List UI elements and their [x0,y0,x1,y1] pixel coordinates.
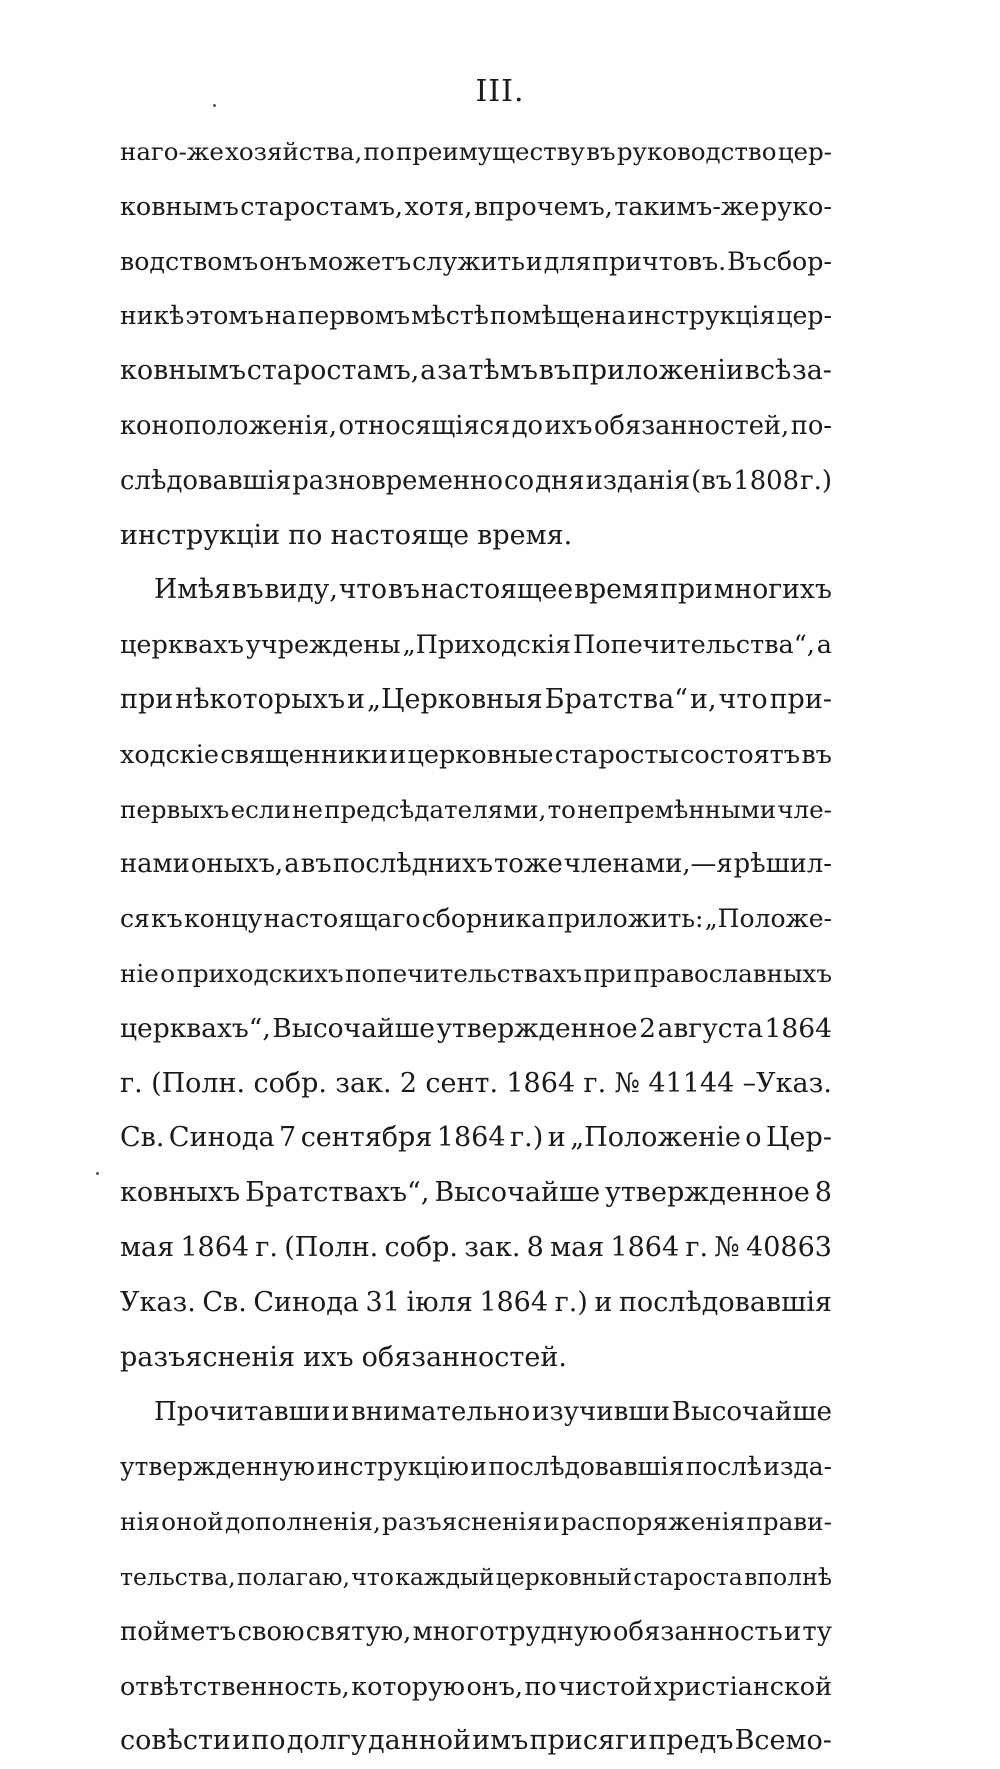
word: руководство [616,137,777,166]
word: мѣстѣ [411,301,489,331]
word: и [470,1452,487,1482]
word: старосты [554,739,679,770]
text-line [120,1550,832,1605]
word: каждый [395,1562,495,1591]
word: что [338,574,388,606]
word: онъ [259,246,308,276]
word: изда- [763,1452,832,1482]
word: на [264,301,297,331]
word: и [331,1397,350,1428]
word: Всемо- [734,1725,832,1757]
word: нѣкоторыхъ [175,683,346,715]
word: мая [550,1231,605,1263]
word: Св. [202,1286,247,1318]
word: старостамъ, [240,191,403,222]
word: г. [685,1231,709,1263]
word: и [232,1725,251,1757]
word: Указ. [120,1286,196,1318]
text-line [120,728,832,783]
word: церквахъ [120,630,244,661]
text-line [120,180,832,235]
word: распоряженія [560,1506,746,1536]
word: Высочайше [434,1177,601,1209]
print-speck [96,1172,99,1175]
word: 1864 [610,1231,680,1263]
word: тоже [494,849,563,880]
word: обязанность [612,1616,783,1647]
word: послѣдовавшія [618,1286,832,1318]
word: совѣсти [120,1725,231,1757]
word: г. [120,1067,143,1099]
word: г.) [509,1122,544,1154]
word: присяги [529,1725,648,1757]
word: при [583,958,632,988]
word: предсѣдателями, [324,794,547,824]
word: 1864 [506,1067,576,1099]
word: Въ [727,246,762,276]
word: помѣщена [489,301,627,331]
word: цер- [776,301,832,331]
word: для [543,246,592,276]
word: приложить: [547,904,704,934]
word: тѣмъ [468,355,538,387]
text-line [120,892,832,947]
word: и [347,683,366,715]
word: Синода [253,1286,359,1318]
word: о [745,1122,762,1154]
word: наго-же [120,137,224,166]
word: оной [161,1506,224,1536]
word: разъясненія [120,1341,296,1373]
word: „Положе- [704,904,832,934]
word: 2 [399,1067,418,1099]
word: о [160,958,176,988]
word: Высочайше [272,1012,435,1044]
word: нія [120,1506,160,1536]
word: впрочемъ, [473,191,613,222]
word: дня [535,465,585,496]
word: 40863 [746,1231,832,1263]
word: за [436,355,468,387]
word: Высочайше [671,1397,832,1428]
word: хозяйства, [225,137,363,166]
word: и [594,1286,613,1318]
word: служить [412,246,525,276]
word: ковнымъ [120,355,246,387]
word: инструкцію [316,1452,469,1482]
word: относящіяся [338,410,511,441]
word: по [288,519,323,551]
text-line [120,1166,832,1221]
word: 41144 [648,1067,735,1099]
word: ходскіе [120,739,220,770]
word: ся [120,904,150,934]
text-line [120,618,832,673]
word: рѣшил- [733,849,832,880]
word: никѣ [120,301,185,331]
word: по- [790,410,832,441]
text-line [120,289,832,344]
word: сборника [421,904,547,934]
word: Братства“ [544,683,688,715]
word: староста [633,1562,743,1591]
text-line [120,1331,832,1386]
word: ковныхъ [120,1177,241,1209]
word: (въ [691,465,733,496]
word: по [363,137,395,166]
word: и [389,739,407,770]
word: внимательно [351,1397,531,1428]
text-line [120,1605,832,1660]
word: членами,—я [563,849,733,880]
word: отвѣтственность, [120,1671,350,1702]
text-line [120,1002,832,1057]
word: приложеніи [571,355,744,387]
word: чле- [777,794,832,824]
word: если [230,794,291,824]
body-text [120,125,832,1769]
word: г.) [554,1286,588,1318]
word: ихъ [544,410,593,441]
word: утвержденное [436,1012,638,1044]
word: ковнымъ [120,191,239,222]
word: сент. [425,1067,499,1099]
word: за- [791,355,832,387]
word: собр. [384,1231,458,1263]
text-line [120,837,832,892]
word: „Положеніе [570,1122,741,1154]
word: при- [769,683,832,715]
word: до [511,410,544,441]
word: 31 [365,1286,400,1318]
word: Попечительства“, [573,630,815,661]
word: г. [583,1067,607,1099]
word: учреждены [245,630,401,661]
word: и [783,1616,802,1647]
word: старостамъ, [246,355,420,387]
word: христіанской [653,1671,832,1702]
word: августа [657,1012,764,1044]
word: Св. [120,1122,165,1154]
word: г.) [800,465,832,496]
word: „Церковныя [367,683,543,715]
word: по [251,1725,286,1757]
word: –Указ. [742,1067,832,1099]
text-line [120,1714,832,1769]
word: ту [802,1616,832,1647]
word: состоятъ [680,739,801,770]
word: 2 [639,1012,657,1044]
word: сентября [300,1122,433,1154]
text-line [120,1276,832,1331]
word: зак. [335,1067,392,1099]
word: прави- [746,1506,832,1536]
word: приходскихъ [176,958,344,988]
word: многихъ [713,574,832,606]
word: инструкціи [120,519,281,551]
word: церковные [407,739,554,770]
word: преимуществу [395,137,585,166]
word: непремѣнными [577,794,777,824]
word: изучивши [531,1397,671,1428]
word: концу [183,904,263,934]
word: данной [368,1725,471,1757]
text-line [120,563,832,618]
text-line [120,509,832,564]
word: свою [237,1616,305,1647]
word: изданія [585,465,691,496]
word: 8 [526,1231,544,1263]
word: церковный [495,1562,632,1591]
word: мая [120,1231,175,1263]
word: и [547,1122,566,1154]
word: что [718,683,768,715]
word: настояще [330,519,470,551]
word: въ [231,574,264,606]
word: церквахъ“, [120,1012,271,1044]
word: 1864 [764,1012,832,1044]
word: послѣднихъ [332,849,493,880]
text-line [120,947,832,1002]
page-number: III. [475,74,525,109]
text-line [120,1659,832,1714]
text-line [120,235,832,290]
word: 1808 [733,465,800,496]
text-line [120,1495,832,1550]
word: Имѣя [154,574,231,606]
word: православныхъ [633,958,832,988]
word: время [574,574,660,606]
word: а [816,630,832,661]
text-line [120,454,832,509]
word: (Полн. [284,1231,379,1263]
word: имъ [472,1725,529,1757]
text-line [120,1221,832,1276]
word: святую, [305,1616,412,1647]
text-line [120,1057,832,1112]
word: что [351,1562,394,1591]
word: при [660,574,713,606]
word: въ [586,137,616,166]
word: 7 [279,1122,297,1154]
word: Синода [168,1122,275,1154]
word: причтовъ. [592,246,727,276]
word: „Приходскія [402,630,572,661]
word: попечительствахъ [345,958,583,988]
word: разновременно [292,465,503,496]
text-line [120,1440,832,1495]
word: инструкція [627,301,776,331]
word: г. [255,1231,278,1263]
word: Цер- [766,1122,832,1154]
word: тельства, [120,1562,236,1591]
text-line [120,783,832,838]
word: такимъ-же [614,191,760,222]
word: со [503,465,535,496]
word: и, [689,683,717,715]
word: вполнѣ [744,1562,832,1591]
word: слѣдовавшія [120,465,292,496]
word: къ [151,904,183,934]
word: Прочитавши [154,1397,331,1428]
word: а [420,355,437,387]
word: обязанностей, [593,410,790,441]
word: всѣ [744,355,792,387]
print-speck [213,104,216,107]
text-line [120,673,832,728]
text-line [120,1111,832,1166]
word: настоящее [420,574,574,606]
word: при [120,683,174,715]
word: въ [300,849,332,880]
word: и [525,246,543,276]
word: и [543,1506,560,1536]
word: а [284,849,300,880]
text-line [120,1385,832,1440]
word: этомъ [185,301,264,331]
word: пойметъ [120,1616,237,1647]
word: время. [477,519,573,551]
word: чистой [558,1671,653,1702]
text-line [120,344,832,399]
word: священники [220,739,388,770]
word: не [292,794,323,824]
word: дополненія, [224,1506,381,1536]
word: разъясненія [382,1506,543,1536]
word: іюля [406,1286,473,1318]
word: № [614,1067,641,1099]
word: Братствахъ“, [245,1177,430,1209]
word: зак. [464,1231,521,1263]
word: (Полн. [151,1067,246,1099]
word: первомъ [297,301,411,331]
word: 1864 [180,1231,250,1263]
word: сбор- [762,246,832,276]
word: № [714,1231,740,1263]
word: можетъ [308,246,412,276]
word: настоящаго [263,904,421,934]
word: первыхъ [120,794,230,824]
word: цер- [777,137,832,166]
word: то [547,794,576,824]
word: послѣ [685,1452,762,1482]
word: въ [538,355,572,387]
word: въ [801,739,832,770]
word: предъ [648,1725,734,1757]
word: полагаю, [236,1562,350,1591]
word: руко- [760,191,832,222]
word: утвержденную [120,1452,316,1482]
word: виду, [264,574,338,606]
word: 1864 [436,1122,506,1154]
text-line [120,399,832,454]
word: ихъ [303,1341,354,1373]
word: которую [351,1671,465,1702]
word: утвержденное [604,1177,810,1209]
text-line [120,125,832,180]
word: ніе [120,958,159,988]
word: хотя, [404,191,473,222]
word: въ [387,574,420,606]
word: конoположенія, [120,410,338,441]
word: долгу [286,1725,367,1757]
word: нами [120,849,190,880]
word: по [524,1671,557,1702]
word: 1864 [479,1286,549,1318]
word: многотрудную [412,1616,612,1647]
word: оныхъ, [190,849,284,880]
word: 8 [814,1177,832,1209]
word: онъ, [466,1671,523,1702]
word: собр. [253,1067,327,1099]
word: водствомъ [120,246,259,276]
word: обязанностей. [361,1341,567,1373]
word: послѣдовавшія [488,1452,685,1482]
